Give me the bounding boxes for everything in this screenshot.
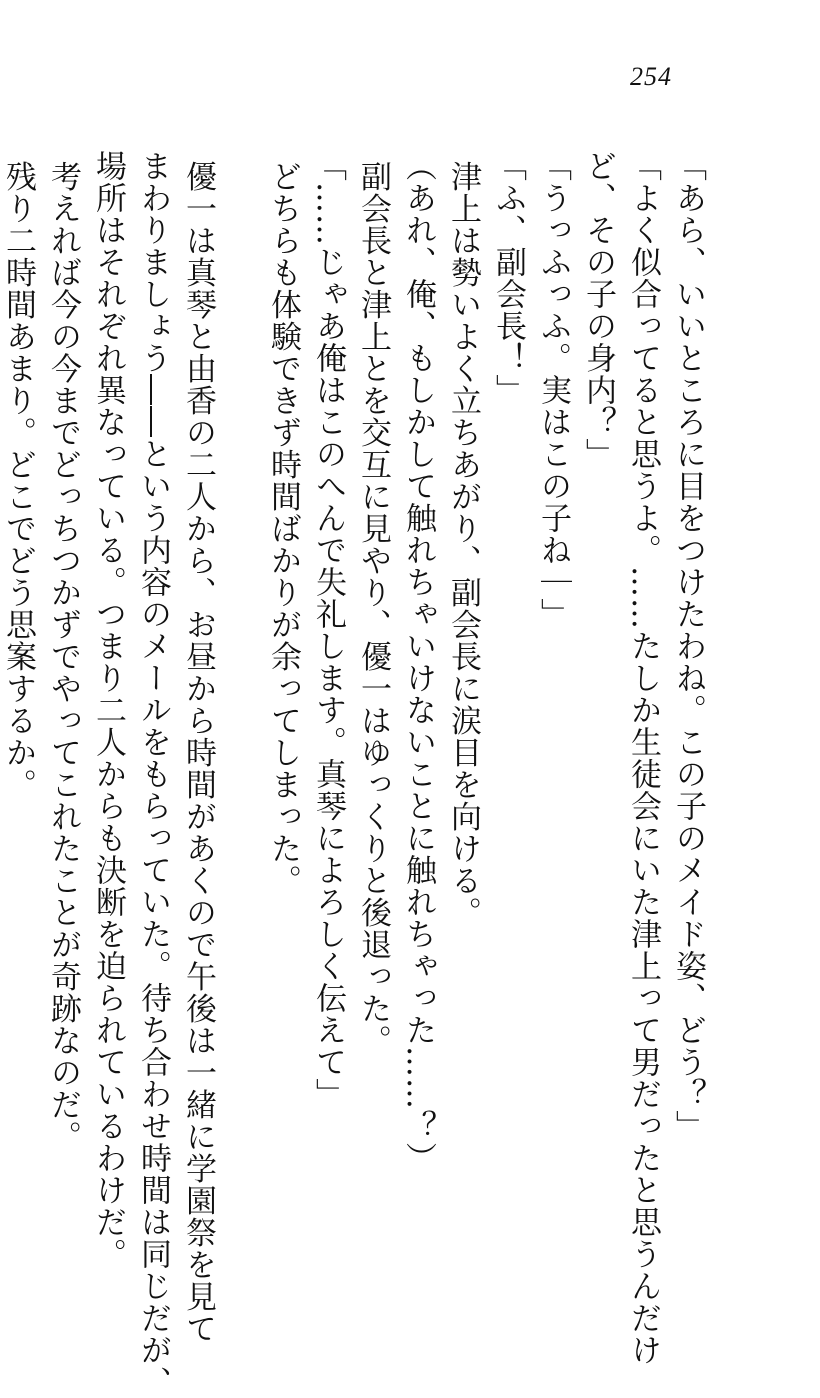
text-line: （あれ、俺、もしかして触れちゃいけないことに触れちゃった……？） [400, 150, 436, 1174]
text-line: 場所はそれぞれ異なっている。つまり二人からも決断を迫られているわけだ。 [90, 150, 126, 1270]
text-line: 津上は勢いよく立ちあがり、副会長に涙目を向ける。 [445, 150, 481, 929]
text-line: 残り二時間あまり。どこでどう思案するか。 [0, 150, 36, 801]
text-line: 「……じゃあ俺はこのへんで失礼します。真琴によろしく伝えて」 [310, 150, 346, 1110]
text-line: 「あら、いいところに目をつけたわね。この子のメイド姿、どう？」 [670, 150, 706, 1142]
vertical-text-block [0, 150, 710, 1398]
text-line: まわりましょう――という内容のメールをもらっていた。待ち合わせ時間は同じだが、 [135, 150, 171, 1398]
text-line: 優一は真琴と由香の二人から、お昼から時間があくので午後は一緒に学園祭を見て [180, 150, 216, 1345]
text-line: 「うっふっふ。実はこの子ね｜」 [535, 150, 571, 630]
page-number: 254 [630, 62, 672, 91]
text-line: 副会長と津上とを交互に見やり、優一はゆっくりと後退った。 [355, 150, 391, 1057]
text-line: 「よく似合ってると思うよ。……たしか生徒会にいた津上って男だったと思うんだけ [625, 150, 661, 1366]
text-line: 「ふ、副会長！」 [490, 150, 526, 406]
text-line: 考えれば今の今までどっちつかずでやってこれたことが奇跡なのだ。 [45, 150, 81, 1153]
text-line: ど、その子の身内？」 [580, 150, 616, 470]
text-line: どちらも体験できず時間ばかりが余ってしまった。 [265, 150, 301, 897]
